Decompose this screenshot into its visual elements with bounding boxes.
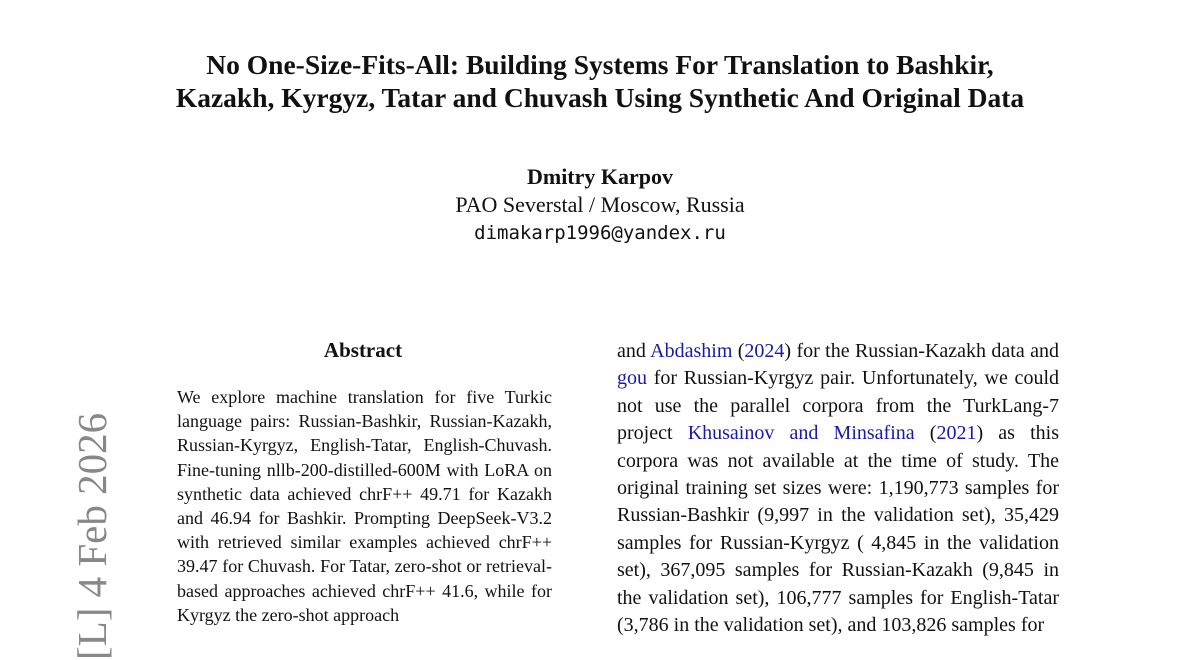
arxiv-stamp-text: [L] 4 Feb 2026: [69, 412, 115, 660]
author-block: [0, 163, 1200, 247]
abstract-heading: Abstract: [323, 338, 403, 362]
body-text: for Russian-Kyrgyz pair. Unfortunately, we could not use the parallel corpora from the TurkLang-7 project: [617, 367, 1059, 445]
citation-link[interactable]: gou: [617, 367, 647, 390]
body-text: and: [617, 340, 651, 362]
citation-year-link[interactable]: 2021: [936, 422, 977, 445]
citation-year-link[interactable]: 2024: [744, 340, 785, 362]
body-text: ) for the Russian-Kazakh data and: [784, 340, 1059, 362]
body-text: (: [732, 340, 745, 362]
paper-title: [0, 48, 1200, 114]
body-text: (: [914, 422, 937, 445]
body-paragraph: [617, 338, 1059, 639]
citation-link[interactable]: Khusainov and Minsafina: [687, 422, 915, 445]
title-line-2: Kazakh, Kyrgyz, Tatar and Chuvash Using Synthetic And Original Data: [175, 82, 1025, 113]
author-name: Dmitry Karpov: [526, 164, 674, 189]
title-line-1: No One-Size-Fits-All: Building Systems For Translation to Bashkir,: [206, 49, 994, 80]
arxiv-stamp: [30, 400, 115, 660]
abstract-text: We explore machine translation for five Turkic language pairs: Russian-Bashkir, Russian-Kazakh, Russian-Kyrgyz, English-Tatar, English-Chuvash. Fine-tuning nllb-200-distilled-600M with LoRA on synthetic data achieved chrF++ 49.71 for Kazakh and 46.94 for Bashkir. Prompting DeepSeek-V3.2 with retrieved similar examples achieved chrF++ 39.47 for Chuvash. For Tatar, zero-shot or retrieval-based approaches achieved chrF++ 41.6, while for Kyrgyz the zero-shot approach: [177, 387, 552, 625]
author-affiliation: PAO Severstal / Moscow, Russia: [455, 192, 745, 217]
citation-link[interactable]: Abdashim: [650, 340, 733, 362]
body-text: ) as this corpora was not available at the time of study. The original training set sizes were: 1,190,773 samples for Russian-Bashkir (9,997 in the validation set), 35,429 samples for Russian-Kyrgyz ( 4,845 in the validation set), 367,095 samples for Russian-Kazakh (9,845 in the validation set), 106,777 samples for English-Tatar (3,786 in the validation set), and 103,826 samples for: [617, 422, 1059, 637]
author-email[interactable]: dimakarp1996@yandex.ru: [474, 222, 726, 244]
